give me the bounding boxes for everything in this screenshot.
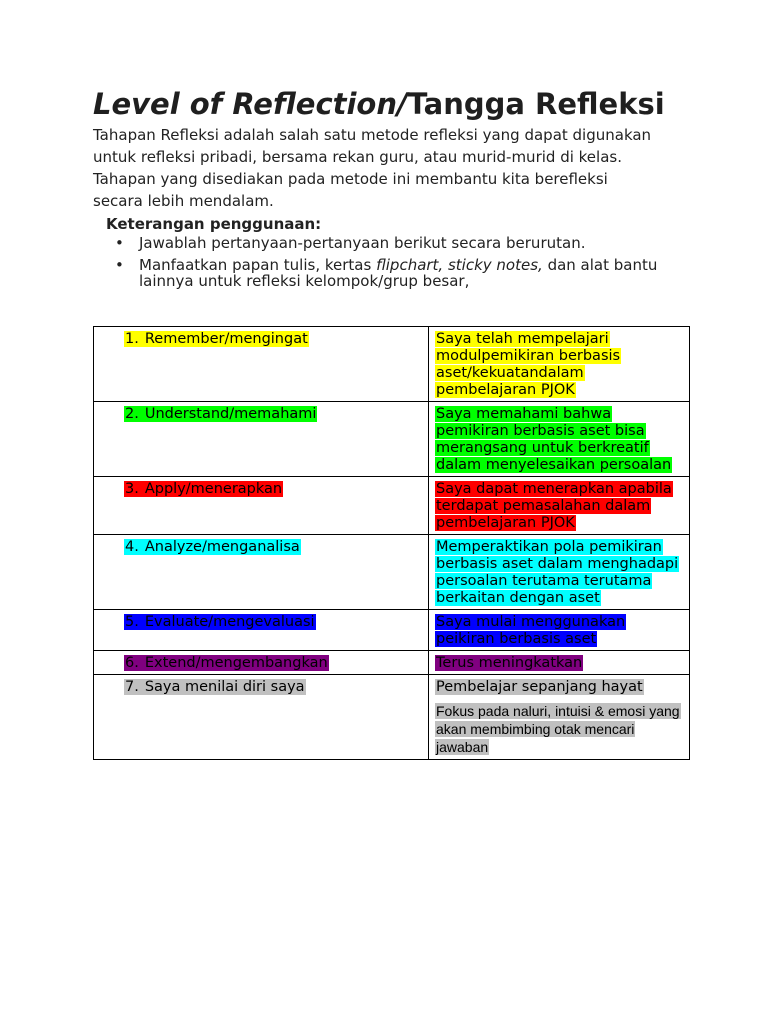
answer-highlight: Saya memahami bahwa pemikiran berbasis aset bisa merangsang untuk berkreatif dalam menyelesaikan persoalan: [436, 406, 672, 473]
level-number: 6.: [125, 655, 139, 671]
level-number: 1.: [125, 331, 139, 347]
usage-item-2-italic: flipchart, sticky notes,: [376, 256, 543, 274]
title-italic-part: Level of Reflection/: [93, 87, 408, 121]
answer-highlight: Saya mulai menggunakan peikiran berbasis aset: [436, 614, 626, 647]
reflection-table: [93, 326, 690, 760]
level-cell: [94, 610, 429, 651]
level-label: Extend/mengembangkan: [144, 655, 328, 671]
level-number: 4.: [125, 539, 139, 555]
level-label: Apply/menerapkan: [144, 481, 283, 497]
level-cell: [94, 675, 429, 760]
level-highlight: [124, 655, 329, 671]
answer-highlight: Memperaktikan pola pemikiran berbasis aset dalam menghadapi persoalan terutama terutama berkaitan dengan aset: [436, 539, 679, 606]
level-cell: [94, 535, 429, 610]
level-number: 2.: [125, 406, 139, 422]
usage-item-1-text: Jawablah pertanyaan-pertanyaan berikut secara berurutan.: [139, 234, 586, 252]
level-cell: [94, 477, 429, 535]
answer-highlight: Terus meningkatkan: [436, 655, 583, 671]
level-label: Evaluate/mengevaluasi: [144, 614, 315, 630]
usage-list: [93, 235, 690, 289]
answer-highlight: Saya dapat menerapkan apabila terdapat pemasalahan dalam pembelajaran PJOK: [436, 481, 672, 531]
level-cell: [94, 402, 429, 477]
answer-cell: [429, 651, 690, 675]
document-page: [93, 88, 690, 295]
bullet-icon: •: [115, 234, 124, 252]
level-highlight: [124, 539, 301, 555]
title-normal-part: Tangga Refleksi: [407, 87, 665, 121]
table-row: [94, 327, 690, 402]
bullet-icon: •: [115, 256, 124, 274]
table-row: [94, 402, 690, 477]
table-row: [94, 535, 690, 610]
level-label: Saya menilai diri saya: [144, 679, 305, 695]
level-label: Analyze/menganalisa: [144, 539, 300, 555]
level-number: 7.: [125, 679, 139, 695]
answer-cell: [429, 675, 690, 760]
usage-item-2: [93, 257, 679, 289]
level-highlight: [124, 331, 309, 347]
intro-paragraph: Tahapan Refleksi adalah salah satu metode refleksi yang dapat digunakan untuk refleksi pribadi, bersama rekan guru, atau murid-murid di kelas. Tahapan yang disediakan pada metode ini membantu kita berefleksi secara lebih mendalam.: [93, 126, 652, 210]
level-highlight: [124, 614, 316, 630]
answer-cell: [429, 402, 690, 477]
level-label: Remember/mengingat: [144, 331, 308, 347]
usage-item-2-prefix: Manfaatkan papan tulis, kertas: [139, 256, 377, 274]
page-title: [93, 88, 690, 121]
answer-cell: [429, 610, 690, 651]
table-row: [94, 675, 690, 760]
answer-cell: [429, 477, 690, 535]
usage-item-1: [93, 235, 679, 251]
answer-highlight: Pembelajar sepanjang hayat: [436, 679, 643, 695]
answer-highlight: Saya telah mempelajari modulpemikiran berbasis aset/kekuatandalam pembelajaran PJOK: [436, 331, 621, 398]
level-number: 5.: [125, 614, 139, 630]
answer-cell: [429, 327, 690, 402]
table-row: [94, 610, 690, 651]
table-row: [94, 477, 690, 535]
level-cell: [94, 651, 429, 675]
answer-cell: [429, 535, 690, 610]
answer-note: Fokus pada naluri, intuisi & emosi yang akan membimbing otak mencari jawaban: [436, 703, 680, 755]
usage-heading: Keterangan penggunaan:: [106, 215, 322, 233]
level-label: Understand/memahami: [144, 406, 317, 422]
level-highlight: [124, 679, 306, 695]
table-row: [94, 651, 690, 675]
level-number: 3.: [125, 481, 139, 497]
note-wrapper: [435, 703, 683, 757]
level-highlight: [124, 481, 283, 497]
usage-item-2-suffix: dan alat bantu lainnya untuk refleksi kelompok/grup besar,: [139, 256, 658, 290]
level-cell: [94, 327, 429, 402]
level-highlight: [124, 406, 317, 422]
